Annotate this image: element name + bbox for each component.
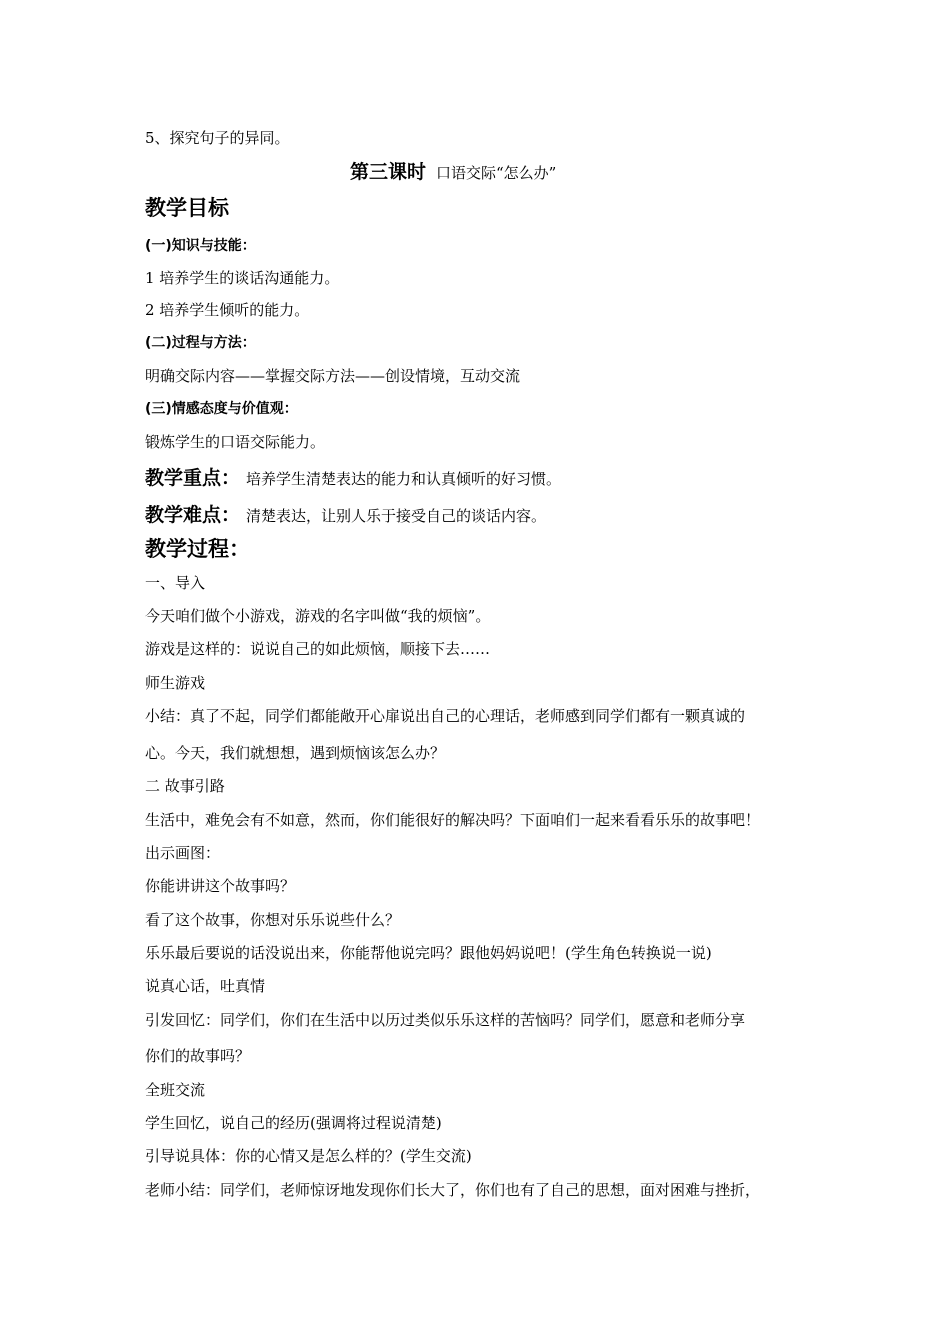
objective-line: 锻炼学生的口语交际能力。	[145, 433, 326, 451]
process-line: 小结：真了不起，同学们都能敞开心扉说出自己的心理话，老师感到同学们都有一颗真诚的	[145, 707, 746, 725]
key-point-label: 教学重点：	[145, 467, 241, 489]
difficulty-label: 教学难点：	[145, 504, 241, 526]
process-line: 看了这个故事，你想对乐乐说些什么？	[145, 911, 401, 929]
difficulty-text: 清楚表达，让别人乐于接受自己的谈话内容。	[246, 507, 547, 525]
process-line: 二 故事引路	[145, 777, 225, 795]
process-line: 心。今天，我们就想想，遇到烦恼该怎么办？	[145, 744, 446, 762]
objective-line: 明确交际内容——掌握交际方法——创设情境，互动交流	[145, 367, 521, 385]
objective-line: 2 培养学生倾听的能力。	[145, 301, 310, 319]
difficulty-row	[145, 503, 546, 528]
process-line: 今天咱们做个小游戏，游戏的名字叫做“我的烦恼”。	[145, 607, 491, 625]
lesson-title-subtitle: 口语交际“怎么办”	[436, 164, 557, 182]
process-heading: 教学过程：	[145, 537, 250, 561]
subheading-attitude: (三)情感态度与价值观：	[145, 401, 298, 417]
process-line: 游戏是这样的：说说自己的如此烦恼，顺接下去……	[145, 640, 491, 658]
subheading-knowledge: (一)知识与技能：	[145, 238, 256, 254]
process-line: 一、导入	[145, 574, 206, 592]
process-line: 说真心话，吐真情	[145, 977, 266, 995]
objectives-heading: 教学目标	[145, 196, 229, 220]
lesson-title-main: 第三课时	[350, 161, 427, 183]
process-line: 引导说具体：你的心情又是怎么样的？(学生交流)	[145, 1147, 472, 1165]
previous-item: 5、探究句子的异同。	[145, 129, 290, 147]
subheading-process: (二)过程与方法：	[145, 335, 256, 351]
process-line: 师生游戏	[145, 674, 206, 692]
process-line: 出示画图：	[145, 844, 221, 862]
process-line: 你们的故事吗？	[145, 1047, 251, 1065]
lesson-title	[350, 160, 556, 185]
process-line: 生活中，难免会有不如意，然而，你们能很好的解决吗？下面咱们一起来看看乐乐的故事吧！	[145, 811, 761, 829]
process-line: 引发回忆：同学们，你们在生活中以历过类似乐乐这样的苦恼吗？同学们，愿意和老师分享	[145, 1011, 746, 1029]
process-line: 你能讲讲这个故事吗？	[145, 877, 296, 895]
process-line: 乐乐最后要说的话没说出来，你能帮他说完吗？跟他妈妈说吧！(学生角色转换说一说)	[145, 944, 712, 962]
process-line: 老师小结：同学们，老师惊讶地发现你们长大了，你们也有了自己的思想，面对困难与挫折，	[145, 1181, 761, 1199]
process-line: 全班交流	[145, 1081, 206, 1099]
key-point-row	[145, 466, 561, 491]
objective-line: 1 培养学生的谈话沟通能力。	[145, 269, 340, 287]
process-line: 学生回忆，说自己的经历(强调将过程说清楚)	[145, 1114, 442, 1132]
key-point-text: 培养学生清楚表达的能力和认真倾听的好习惯。	[246, 470, 562, 488]
